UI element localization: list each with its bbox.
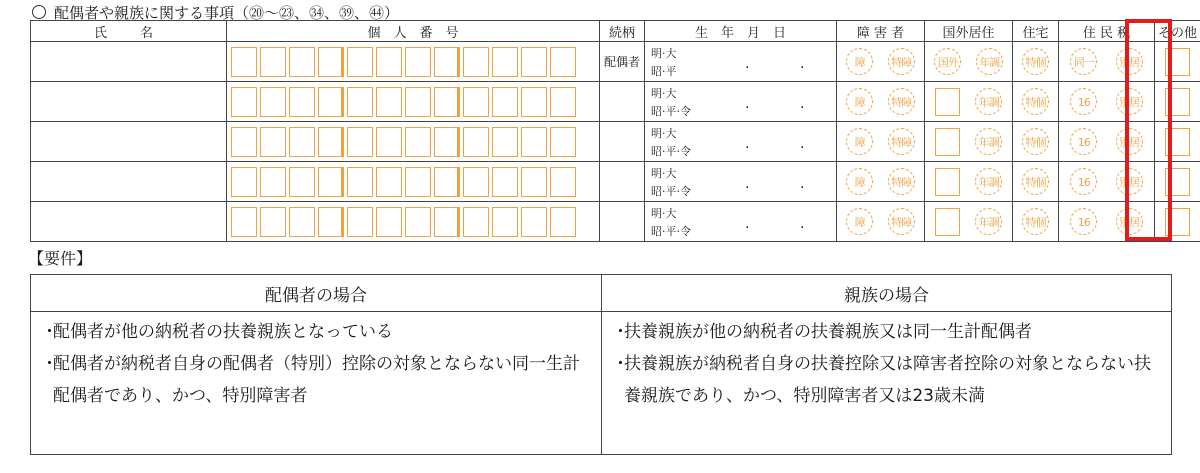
my-number-digit-box[interactable] xyxy=(521,87,547,117)
my-number-digit-box[interactable] xyxy=(231,167,257,197)
relative-case-list xyxy=(602,312,1172,455)
housing-stamp[interactable]: 特個 xyxy=(1022,88,1049,115)
year-end-adjustment-stamp[interactable]: 年調 xyxy=(976,48,1003,75)
list-item: ・ 配偶者が納税者自身の配偶者（特別）控除の対象とならない同一生計配偶者であり、かつ、特別障害者 xyxy=(41,348,593,412)
housing-cell xyxy=(1013,162,1059,202)
overseas-cell xyxy=(925,202,1013,242)
my-number-digit-box[interactable] xyxy=(260,47,286,77)
date-separator: · xyxy=(800,180,805,196)
my-number-digit-box[interactable] xyxy=(347,127,373,157)
table-row xyxy=(31,202,1200,242)
date-separator: · xyxy=(800,140,805,156)
my-number-digit-box[interactable] xyxy=(434,127,460,157)
my-number-digit-box[interactable] xyxy=(376,87,402,117)
table-row xyxy=(31,82,1200,122)
other-cell xyxy=(1155,162,1200,202)
header-overseas: 国外居住 xyxy=(925,21,1013,42)
other-cell xyxy=(1155,42,1200,82)
date-separator: · xyxy=(745,180,750,196)
my-number-digit-box[interactable] xyxy=(347,87,373,117)
bullet: ・ xyxy=(612,322,629,342)
resident-tax-stamp[interactable]: 16 xyxy=(1070,168,1097,195)
era-options-line1: 明·大 xyxy=(651,207,677,220)
my-number-digit-box[interactable] xyxy=(260,207,286,237)
my-number-digit-box[interactable] xyxy=(463,47,489,77)
my-number-digit-box[interactable] xyxy=(434,47,460,77)
overseas-check-box[interactable] xyxy=(935,88,960,116)
my-number-digit-box[interactable] xyxy=(347,167,373,197)
resident-tax-stamp[interactable]: 16 xyxy=(1070,88,1097,115)
housing-stamp[interactable]: 特個 xyxy=(1022,48,1049,75)
resident-tax-cell xyxy=(1059,202,1155,242)
special-disability-stamp[interactable]: 特障 xyxy=(888,48,915,75)
resident-tax-stamp[interactable]: 16 xyxy=(1070,208,1097,235)
era-options-line1: 明·大 xyxy=(651,87,677,100)
special-disability-stamp[interactable]: 特障 xyxy=(888,128,915,155)
header-resident-tax: 住 民 税 xyxy=(1059,21,1155,42)
separate-residence-stamp[interactable]: 別居 xyxy=(1116,128,1143,155)
relation-cell[interactable] xyxy=(600,82,645,122)
housing-cell xyxy=(1013,42,1059,82)
housing-cell xyxy=(1013,202,1059,242)
table-row xyxy=(31,122,1200,162)
overseas-cell xyxy=(925,122,1013,162)
other-check-box[interactable] xyxy=(1165,48,1190,76)
my-number-cell xyxy=(227,42,600,82)
header-relation: 続柄 xyxy=(600,21,645,42)
relation-cell[interactable] xyxy=(600,162,645,202)
disability-cell xyxy=(837,42,925,82)
relation-cell[interactable] xyxy=(600,202,645,242)
my-number-digit-box[interactable] xyxy=(260,87,286,117)
other-cell xyxy=(1155,202,1200,242)
my-number-digit-box[interactable] xyxy=(492,167,518,197)
my-number-digit-box[interactable] xyxy=(289,87,315,117)
my-number-digit-box[interactable] xyxy=(492,127,518,157)
my-number-digit-box[interactable] xyxy=(550,167,576,197)
overseas-check-box[interactable] xyxy=(935,208,960,236)
my-number-digit-box[interactable] xyxy=(289,167,315,197)
separate-residence-stamp[interactable]: 別居 xyxy=(1116,168,1143,195)
housing-stamp[interactable]: 特個 xyxy=(1022,168,1049,195)
resident-tax-stamp[interactable]: 16 xyxy=(1070,128,1097,155)
resident-tax-cell xyxy=(1059,122,1155,162)
my-number-digit-box[interactable] xyxy=(405,207,431,237)
separate-residence-stamp[interactable]: 別居 xyxy=(1116,88,1143,115)
special-disability-stamp[interactable]: 特障 xyxy=(888,208,915,235)
relation-cell[interactable]: 配偶者 xyxy=(600,42,645,82)
birthdate-cell[interactable] xyxy=(645,162,837,202)
my-number-digit-box[interactable] xyxy=(376,127,402,157)
bullet: ・ xyxy=(41,322,58,342)
disability-stamp[interactable]: 障 xyxy=(846,48,873,75)
header-name: 氏 名 xyxy=(31,21,227,42)
list-item: ・ 扶養親族が他の納税者の扶養親族又は同一生計配偶者 xyxy=(612,316,1163,348)
housing-cell xyxy=(1013,82,1059,122)
era-options-line2: 昭·平 xyxy=(651,65,677,78)
my-number-digit-box[interactable] xyxy=(521,47,547,77)
resident-tax-stamp[interactable]: 同一 xyxy=(1070,48,1097,75)
disability-cell xyxy=(837,162,925,202)
list-item: ・ 配偶者が他の納税者の扶養親族となっている xyxy=(41,316,593,348)
overseas-check-box[interactable] xyxy=(935,128,960,156)
my-number-digit-box[interactable] xyxy=(521,127,547,157)
overseas-cell xyxy=(925,162,1013,202)
my-number-digit-box[interactable] xyxy=(405,47,431,77)
my-number-digit-box[interactable] xyxy=(463,207,489,237)
birthdate-cell[interactable] xyxy=(645,82,837,122)
overseas-cell xyxy=(925,82,1013,122)
table-body xyxy=(31,42,1200,242)
date-separator: · xyxy=(745,100,750,116)
name-cell[interactable] xyxy=(31,202,227,242)
my-number-digit-box[interactable] xyxy=(405,87,431,117)
year-end-adjustment-stamp[interactable]: 年調 xyxy=(975,128,1002,155)
overseas-cell xyxy=(925,42,1013,82)
year-end-adjustment-stamp[interactable]: 年調 xyxy=(975,208,1002,235)
bullet: ・ xyxy=(41,354,58,374)
my-number-digit-box[interactable] xyxy=(318,47,344,77)
my-number-digit-box[interactable] xyxy=(492,207,518,237)
my-number-digit-box[interactable] xyxy=(434,207,460,237)
other-check-box[interactable] xyxy=(1165,208,1190,236)
table-header-row xyxy=(31,21,1200,42)
separate-residence-stamp[interactable]: 別居 xyxy=(1116,48,1143,75)
date-separator: · xyxy=(745,220,750,236)
my-number-digit-box[interactable] xyxy=(231,47,257,77)
my-number-digit-box[interactable] xyxy=(289,207,315,237)
my-number-digit-box[interactable] xyxy=(463,127,489,157)
dependents-table xyxy=(30,20,1200,242)
my-number-digit-box[interactable] xyxy=(231,87,257,117)
era-options-line2: 昭·平·令 xyxy=(651,185,691,198)
relative-case-title: 親族の場合 xyxy=(602,275,1172,312)
disability-cell xyxy=(837,202,925,242)
header-disability: 障 害 者 xyxy=(837,21,925,42)
disability-stamp[interactable]: 障 xyxy=(846,88,873,115)
other-cell xyxy=(1155,122,1200,162)
disability-stamp[interactable]: 障 xyxy=(846,168,873,195)
name-cell[interactable] xyxy=(31,82,227,122)
resident-tax-cell xyxy=(1059,82,1155,122)
requirements-table xyxy=(30,274,1172,455)
my-number-digit-box[interactable] xyxy=(376,47,402,77)
overseas-check-box[interactable] xyxy=(935,168,960,196)
housing-stamp[interactable]: 特個 xyxy=(1022,128,1049,155)
relation-cell[interactable] xyxy=(600,122,645,162)
other-check-box[interactable] xyxy=(1165,128,1190,156)
my-number-digit-box[interactable] xyxy=(231,127,257,157)
list-item: ・ 扶養親族が納税者自身の扶養控除又は障害者控除の対象とならない扶養親族であり、かつ、特別障害者又は23歳未満 xyxy=(612,348,1163,412)
requirements-body-row xyxy=(31,312,1172,455)
my-number-digit-box[interactable] xyxy=(405,127,431,157)
header-birthdate: 生 年 月 日 xyxy=(645,21,837,42)
my-number-digit-box[interactable] xyxy=(289,47,315,77)
birthdate-cell[interactable] xyxy=(645,122,837,162)
header-housing: 住宅 xyxy=(1013,21,1059,42)
my-number-digit-box[interactable] xyxy=(318,207,344,237)
my-number-digit-box[interactable] xyxy=(492,87,518,117)
my-number-digit-box[interactable] xyxy=(260,167,286,197)
bullet: ・ xyxy=(612,354,629,374)
other-cell xyxy=(1155,82,1200,122)
my-number-digit-box[interactable] xyxy=(521,167,547,197)
other-check-box[interactable] xyxy=(1165,88,1190,116)
my-number-cell xyxy=(227,162,600,202)
disability-stamp[interactable]: 障 xyxy=(846,208,873,235)
my-number-digit-box[interactable] xyxy=(550,47,576,77)
my-number-digit-box[interactable] xyxy=(231,207,257,237)
resident-tax-cell xyxy=(1059,42,1155,82)
my-number-cell xyxy=(227,202,600,242)
table-row xyxy=(31,42,1200,82)
overseas-stamp[interactable]: 国外 xyxy=(934,48,961,75)
disability-stamp[interactable]: 障 xyxy=(846,128,873,155)
requirements-header-row xyxy=(31,275,1172,312)
date-separator: · xyxy=(800,60,805,76)
separate-residence-stamp[interactable]: 別居 xyxy=(1116,208,1143,235)
birthdate-cell[interactable] xyxy=(645,202,837,242)
my-number-digit-box[interactable] xyxy=(550,127,576,157)
year-end-adjustment-stamp[interactable]: 年調 xyxy=(975,88,1002,115)
my-number-digit-box[interactable] xyxy=(376,167,402,197)
my-number-digit-box[interactable] xyxy=(434,167,460,197)
spouse-case-list xyxy=(31,312,602,455)
my-number-cell xyxy=(227,82,600,122)
my-number-digit-box[interactable] xyxy=(550,87,576,117)
my-number-digit-box[interactable] xyxy=(347,47,373,77)
era-options-line1: 明·大 xyxy=(651,167,677,180)
radio-circle-icon xyxy=(32,5,46,19)
my-number-digit-box[interactable] xyxy=(405,167,431,197)
name-cell[interactable] xyxy=(31,122,227,162)
table-row xyxy=(31,162,1200,202)
other-check-box[interactable] xyxy=(1165,168,1190,196)
resident-tax-cell xyxy=(1059,162,1155,202)
housing-cell xyxy=(1013,122,1059,162)
header-my-number: 個 人 番 号 xyxy=(227,21,600,42)
birthdate-cell[interactable] xyxy=(645,42,837,82)
requirements-label: 【要件】 xyxy=(28,249,93,268)
my-number-digit-box[interactable] xyxy=(521,207,547,237)
date-separator: · xyxy=(745,60,750,76)
my-number-digit-box[interactable] xyxy=(318,87,344,117)
special-disability-stamp[interactable]: 特障 xyxy=(888,88,915,115)
era-options-line2: 昭·平·令 xyxy=(651,225,691,238)
my-number-cell xyxy=(227,122,600,162)
date-separator: · xyxy=(745,140,750,156)
header-other: その他 xyxy=(1155,21,1200,42)
year-end-adjustment-stamp[interactable]: 年調 xyxy=(975,168,1002,195)
my-number-digit-box[interactable] xyxy=(463,87,489,117)
my-number-digit-box[interactable] xyxy=(463,167,489,197)
my-number-digit-box[interactable] xyxy=(318,167,344,197)
special-disability-stamp[interactable]: 特障 xyxy=(888,168,915,195)
era-options-line2: 昭·平·令 xyxy=(651,105,691,118)
date-separator: · xyxy=(800,100,805,116)
era-options-line2: 昭·平·令 xyxy=(651,145,691,158)
my-number-digit-box[interactable] xyxy=(260,127,286,157)
section-title: 配偶者や親族に関する事項（⑳～㉓、㉞、㊴、㊹） xyxy=(32,2,399,23)
my-number-digit-box[interactable] xyxy=(492,47,518,77)
era-options-line1: 明·大 xyxy=(651,47,677,60)
date-separator: · xyxy=(800,220,805,236)
my-number-digit-box[interactable] xyxy=(318,127,344,157)
my-number-digit-box[interactable] xyxy=(289,127,315,157)
era-options-line1: 明·大 xyxy=(651,127,677,140)
my-number-digit-box[interactable] xyxy=(347,207,373,237)
name-cell[interactable] xyxy=(31,162,227,202)
housing-stamp[interactable]: 特個 xyxy=(1022,208,1049,235)
my-number-digit-box[interactable] xyxy=(434,87,460,117)
my-number-digit-box[interactable] xyxy=(376,207,402,237)
name-cell[interactable] xyxy=(31,42,227,82)
disability-cell xyxy=(837,122,925,162)
spouse-case-title: 配偶者の場合 xyxy=(31,275,602,312)
disability-cell xyxy=(837,82,925,122)
my-number-digit-box[interactable] xyxy=(550,207,576,237)
